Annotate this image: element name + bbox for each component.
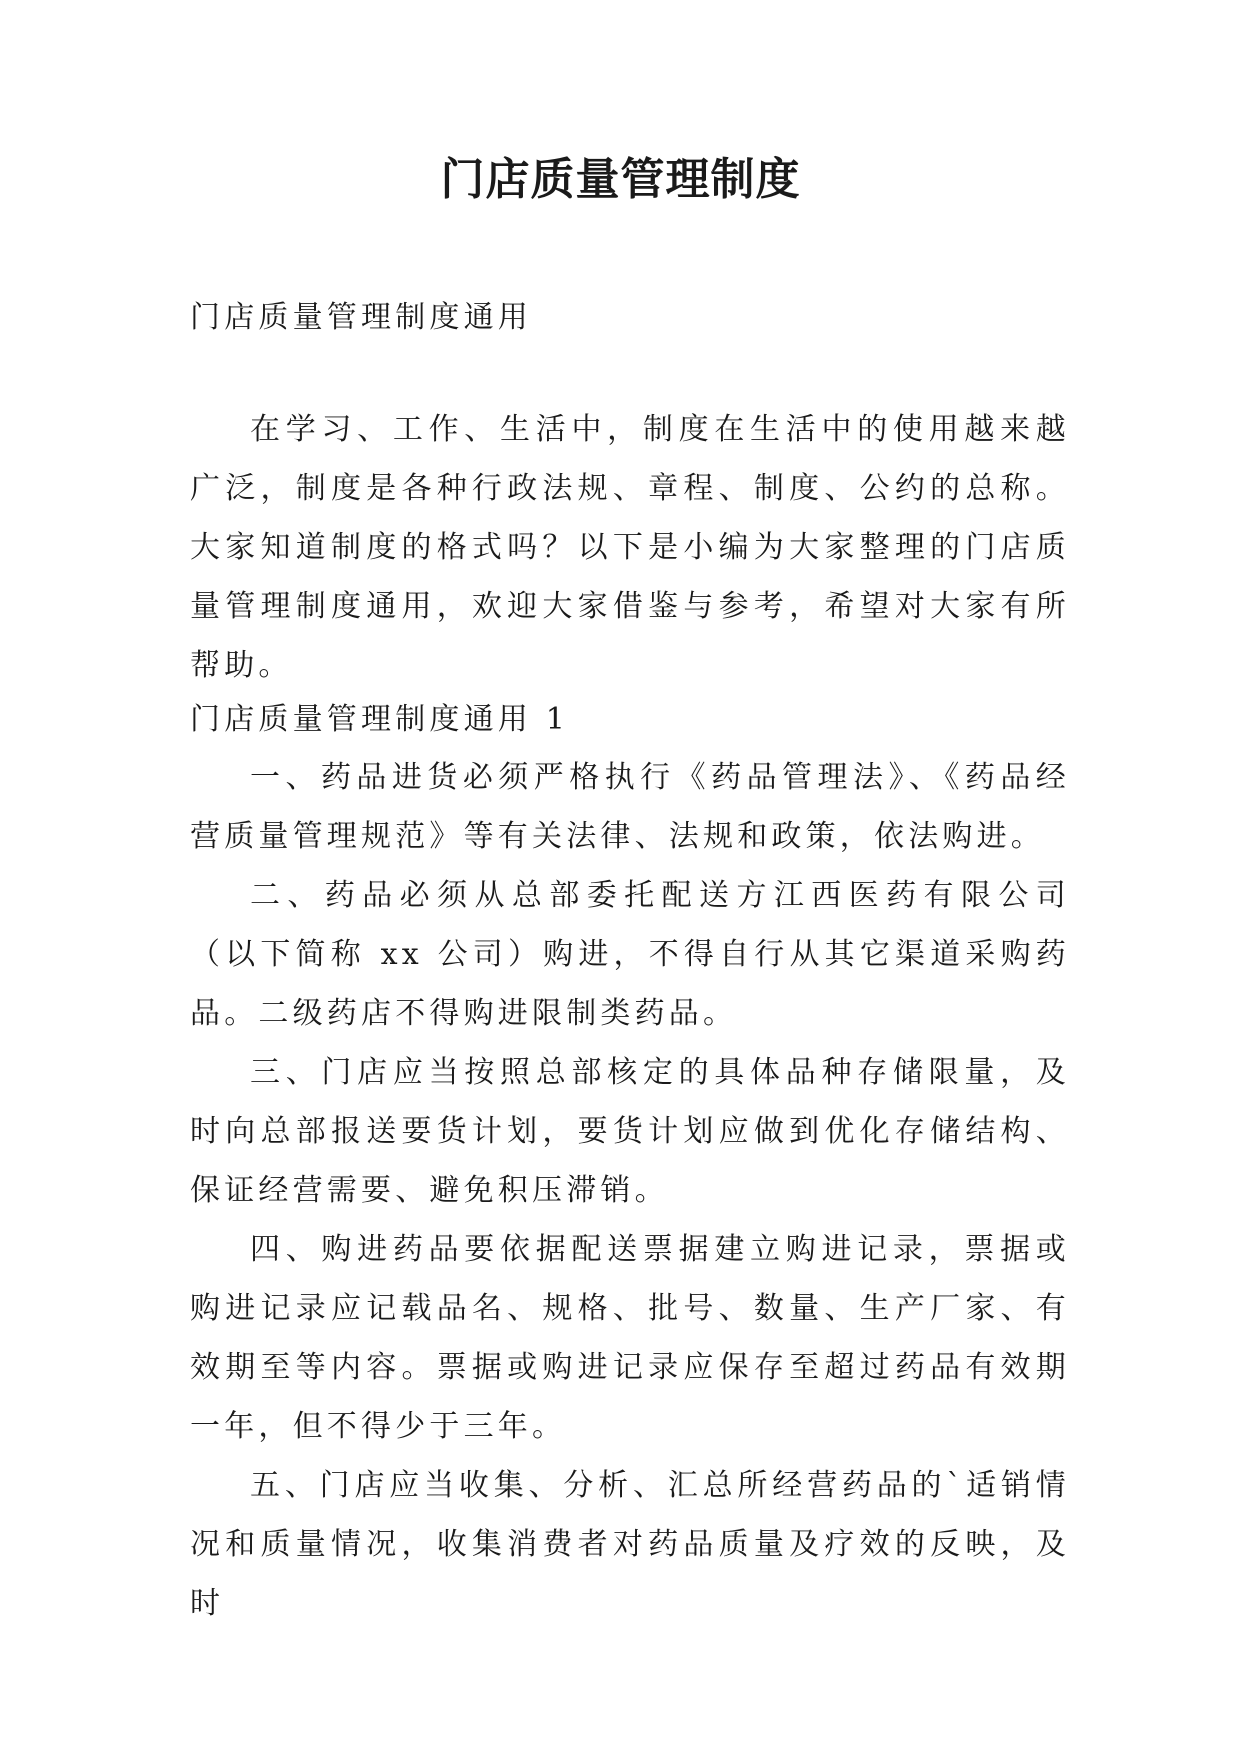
regulation-item-5: 五、门店应当收集、分析、汇总所经营药品的`适销情况和质量情况，收集消费者对药品质量及疗效的反映，及时 xyxy=(190,1468,1070,1621)
regulation-item-3: 三、门店应当按照总部核定的具体品种存储限量，及时向总部报送要货计划，要货计划应做到优化存储结构、保证经营需要、避免积压滞销。 xyxy=(190,1055,1070,1208)
section-heading: 门店质量管理制度通用 1 xyxy=(190,702,570,737)
regulation-list xyxy=(190,748,1070,1633)
regulation-item-4: 四、购进药品要依据配送票据建立购进记录，票据或购进记录应记载品名、规格、批号、数量、生产厂家、有效期至等内容。票据或购进记录应保存至超过药品有效期一年，但不得少于三年。 xyxy=(190,1232,1070,1444)
intro-text: 在学习、工作、生活中，制度在生活中的使用越来越广泛，制度是各种行政法规、章程、制度、公约的总称。大家知道制度的格式吗？以下是小编为大家整理的门店质量管理制度通用，欢迎大家借鉴与参考，希望对大家有所帮助。 xyxy=(190,412,1070,683)
document-title: 门店质量管理制度 xyxy=(440,154,801,205)
regulation-item-1: 一、药品进货必须严格执行《药品管理法》、《药品经营质量管理规范》等有关法律、法规和政策，依法购进。 xyxy=(190,760,1070,854)
intro-paragraph xyxy=(190,400,1070,695)
document-subtitle: 门店质量管理制度通用 xyxy=(190,300,532,335)
regulation-item-2: 二、药品必须从总部委托配送方江西医药有限公司（以下简称 xx 公司）购进，不得自行从其它渠道采购药品。二级药店不得购进限制类药品。 xyxy=(190,878,1070,1031)
